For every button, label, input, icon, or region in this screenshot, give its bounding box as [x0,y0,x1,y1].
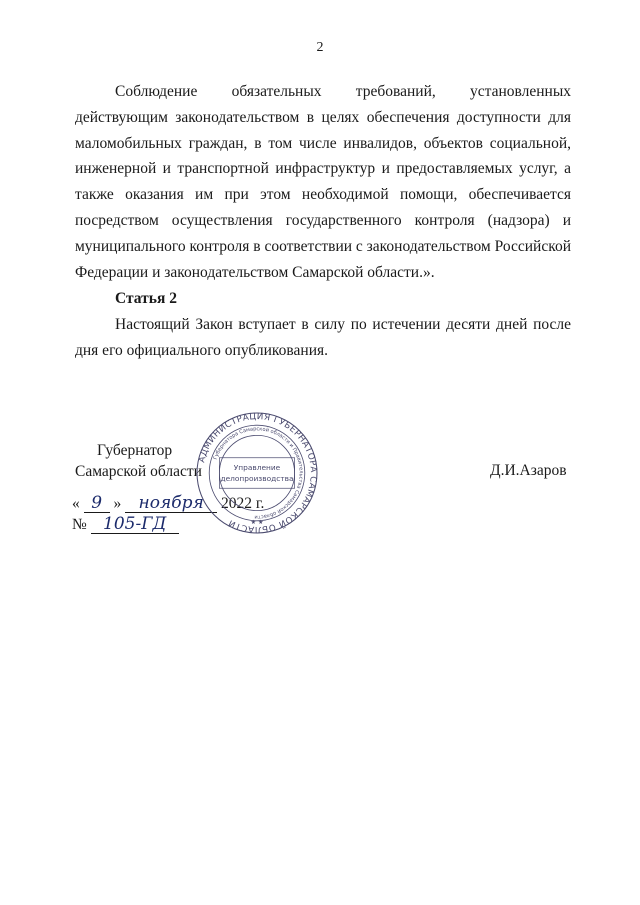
seal-inner-ring [219,435,294,510]
date-day: 9 [84,494,110,513]
seal-inner-text: Губернатора Самарской области и Правительства Самарской области [212,426,304,520]
signature-block [75,440,202,482]
article-heading: Статья 2 [115,290,177,308]
seal-outer-text: АДМИНИСТРАЦИЯ ГУБЕРНАТОРА САМАРСКОЙ ОБЛАСТИ [197,412,318,534]
official-seal [196,412,318,534]
date-close-quote: » [113,495,122,512]
paragraph-compliance: Соблюдение обязательных требований, установленных действующим законодательством в целях обеспечения доступности для маломобильных граждан, в том числе инвалидов, объектов социальной, инженерной и транспортной инфраструктур и предоставляемых услуг, а также оказания им при этом необходимой помощи, обеспечивается посредством осуществления государственного контроля (надзора) и муниципального контроля в соответствии с законодательством Российской Федерации и законодательством Самарской области.». [75,83,571,281]
number-sign: № [72,516,87,533]
paragraph-entry-into-force: Настоящий Закон вступает в силу по истечении десяти дней после дня его официального опубликования. [75,316,571,359]
date-year: 2022 г. [221,495,265,512]
date-month: ноября [125,494,217,513]
seal-middle-ring [209,425,305,521]
document-body [75,79,571,364]
number-value: 105-ГД [91,515,179,534]
seal-center-line2: делопроизводства [220,474,294,484]
date-open-quote: « [72,495,80,512]
governor-title: Губернатор [97,442,173,459]
page-number: 2 [316,40,324,55]
seal-center-line1: Управление [233,462,281,472]
signatory-name: Д.И.Азаров [490,462,567,479]
law-number [72,515,179,534]
seal-star-bottom: ★ ★ [250,518,264,526]
governor-region: Самарской области [75,463,202,480]
